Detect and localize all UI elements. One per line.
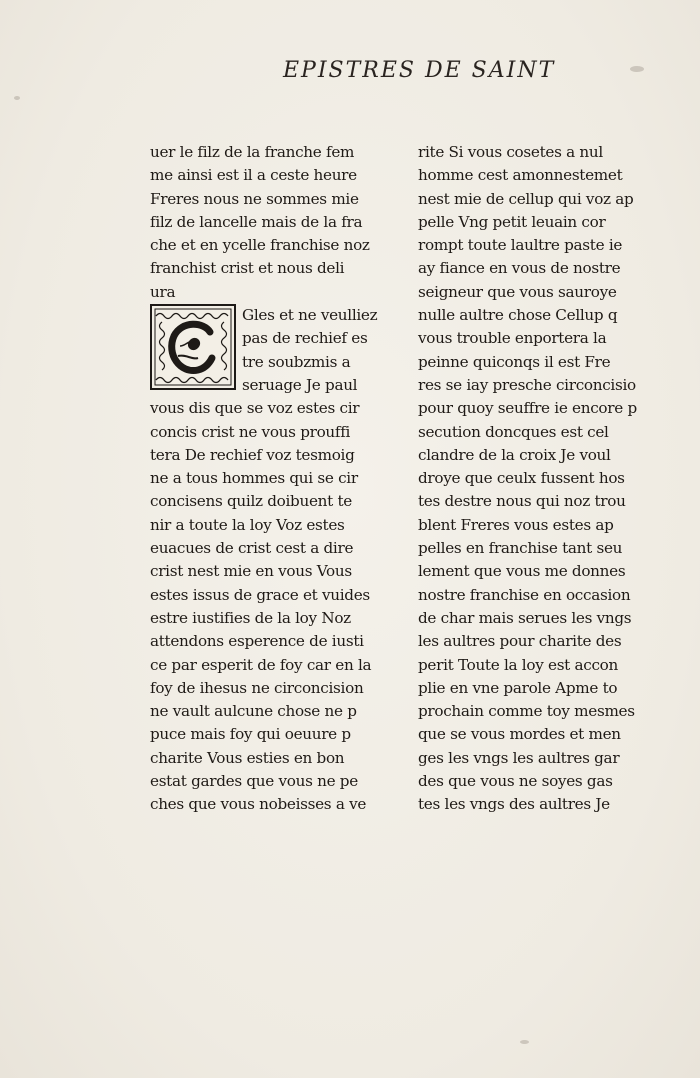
text-line: filz de lancelle mais de la fra: [150, 212, 363, 231]
running-title: EPISTRES DE SAINT: [283, 58, 556, 83]
text-line: nest mie de cellup qui voz ap: [418, 189, 634, 208]
text-line: nulle aultre chose Cellup q: [418, 306, 618, 325]
text-line: blent Freres vous estes ap: [418, 515, 614, 534]
paper-speck: [14, 96, 20, 100]
text-line: vous trouble enportera la: [418, 329, 607, 348]
text-line: plie en vne parole Apme to: [418, 678, 618, 697]
text-line: tes les vngs des aultres Je: [418, 795, 610, 814]
text-line: les aultres pour charite des: [418, 632, 622, 651]
text-line: ce par esperit de foy car en la: [150, 655, 372, 674]
text-line: ches que vous nobeisses a ve: [150, 795, 367, 814]
text-line: me ainsi est il a ceste heure: [150, 166, 357, 185]
left-text-column: [150, 141, 390, 817]
text-line: Freres nous ne sommes mie: [150, 189, 359, 208]
text-line: perit Toute la loy est accon: [418, 655, 619, 674]
text-line: nostre franchise en occasion: [418, 585, 631, 604]
text-line: concis crist ne vous prouffi: [150, 422, 351, 441]
text-line: tera De rechief voz tesmoig: [150, 445, 355, 464]
text-line: prochain comme toy mesmes: [418, 702, 635, 721]
text-line: droye que ceulx fussent hos: [418, 469, 625, 488]
text-line: estre iustifies de la loy Noz: [150, 608, 351, 627]
text-line: seigneur que vous sauroye: [418, 282, 617, 301]
text-line: franchist crist et nous deli: [150, 259, 345, 278]
text-line: pelle Vng petit leuain cor: [418, 212, 606, 231]
text-line: de char mais serues les vngs: [418, 608, 632, 627]
text-line: seruage Je paul: [242, 375, 358, 394]
text-line: tre soubzmis a: [242, 352, 351, 371]
text-line: des que vous ne soyes gas: [418, 772, 613, 791]
text-line: puce mais foy qui oeuure p: [150, 725, 351, 744]
paper-speck: [520, 1040, 529, 1044]
text-line: vous dis que se voz estes cir: [150, 399, 360, 418]
text-line: estat gardes que vous ne pe: [150, 772, 358, 791]
text-line: pas de rechief es: [242, 329, 368, 348]
text-line: ne a tous hommes qui se cir: [150, 469, 358, 488]
text-line: secution doncques est cel: [418, 422, 609, 441]
text-line: res se iay presche circoncisio: [418, 375, 636, 394]
text-line: lement que vous me donnes: [418, 562, 626, 581]
text-line: charite Vous esties en bon: [150, 748, 345, 767]
text-line: peinne quiconqs il est Fre: [418, 352, 611, 371]
text-line: pour quoy seuffre ie encore p: [418, 399, 637, 418]
text-line: nir a toute la loy Voz estes: [150, 515, 345, 534]
text-line: homme cest amonnestemet: [418, 166, 623, 185]
text-line: Gles et ne veulliez: [242, 306, 378, 325]
text-line: clandre de la croix Je voul: [418, 445, 611, 464]
text-line: concisens quilz doibuent te: [150, 492, 352, 511]
text-line: uer le filz de la franche fem: [150, 143, 355, 161]
text-line: ay fiance en vous de nostre: [418, 259, 621, 278]
right-text-column: [418, 141, 668, 817]
text-line: ura: [150, 282, 176, 301]
text-line: rompt toute laultre paste ie: [418, 236, 623, 255]
text-line: ges les vngs les aultres gar: [418, 748, 620, 767]
paper-speck: [630, 66, 644, 72]
text-line: ne vault aulcune chose ne p: [150, 702, 357, 721]
text-line: estes issus de grace et vuides: [150, 585, 370, 604]
text-line: tes destre nous qui noz trou: [418, 492, 626, 511]
text-line: che et en ycelle franchise noz: [150, 236, 370, 255]
text-line: crist nest mie en vous Vous: [150, 562, 352, 581]
text-line: pelles en franchise tant seu: [418, 539, 623, 558]
text-line: euacues de crist cest a dire: [150, 539, 354, 558]
text-line: que se vous mordes et men: [418, 725, 621, 744]
text-line: foy de ihesus ne circoncision: [150, 678, 364, 697]
text-line: attendons esperence de iusti: [150, 632, 364, 651]
text-line: rite Si vous cosetes a nul: [418, 143, 603, 161]
